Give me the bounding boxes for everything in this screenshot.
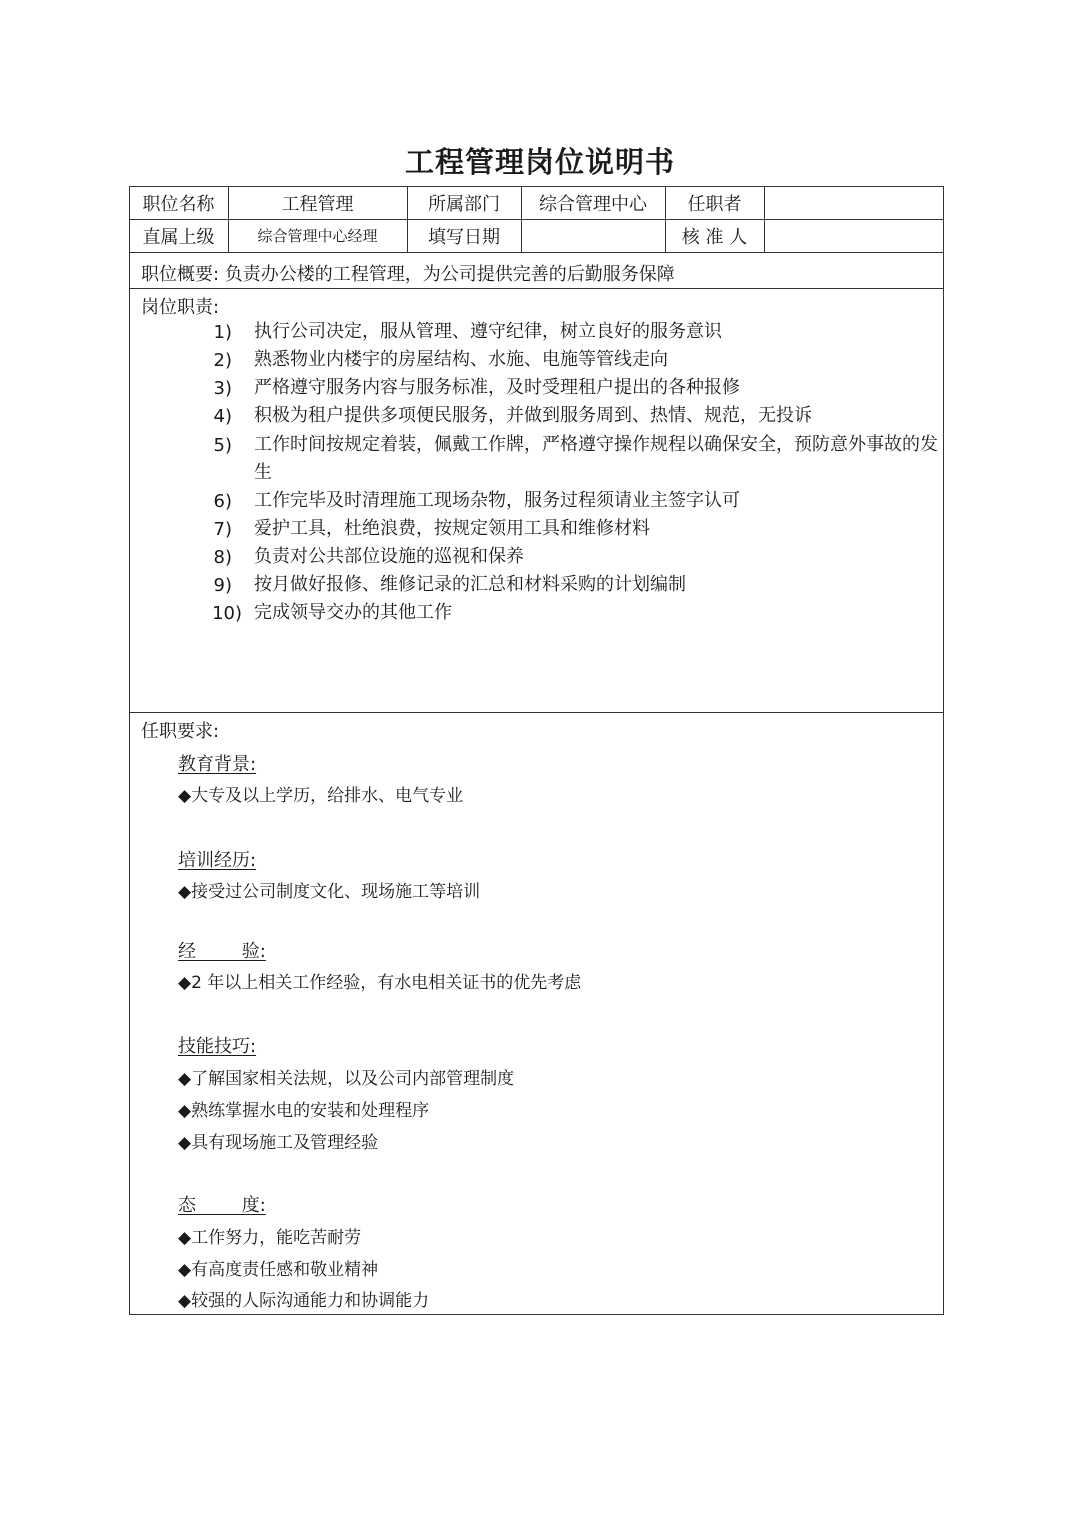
- skills-item: ◆具有现场施工及管理经验: [178, 1133, 379, 1153]
- training-item: ◆接受过公司制度文化、现场施工等培训: [178, 882, 481, 902]
- duty-number: 4): [213, 406, 232, 427]
- experience-heading: 经 验:: [178, 941, 266, 962]
- position-value: 工程管理: [281, 193, 354, 215]
- duties-heading: 岗位职责:: [141, 297, 220, 318]
- job-summary: 职位概要: 负责办公楼的工程管理，为公司提供完善的后勤服务保障: [141, 264, 675, 285]
- duty-number: 6): [213, 491, 232, 512]
- duty-item: 工作时间按规定着装，佩戴工作牌，严格遵守操作规程以确保安全，预防意外事故的发生: [254, 434, 938, 483]
- duty-item: 积极为租户提供多项便民服务，并做到服务周到、热情、规范，无投诉: [254, 405, 812, 426]
- duty-number: 5): [213, 435, 232, 456]
- training-heading: 培训经历:: [178, 850, 257, 871]
- duty-number: 9): [213, 575, 232, 596]
- duty-number: 1): [213, 322, 232, 343]
- position-label: 职位名称: [142, 193, 215, 215]
- skills-heading: 技能技巧:: [178, 1036, 257, 1057]
- education-heading: 教育背景:: [178, 754, 257, 775]
- skills-item: ◆熟练掌握水电的安装和处理程序: [178, 1101, 430, 1121]
- row-divider: [129, 252, 944, 253]
- education-item: ◆大专及以上学历，给排水、电气专业: [178, 786, 464, 806]
- attitude-item: ◆较强的人际沟通能力和协调能力: [178, 1291, 430, 1311]
- dept-value: 综合管理中心: [539, 193, 647, 215]
- approver-label: 核 准 人: [681, 226, 748, 248]
- requirements-heading: 任职要求:: [141, 721, 220, 742]
- duty-item: 熟悉物业内楼宇的房屋结构、水施、电施等管线走向: [254, 349, 668, 370]
- duty-item: 执行公司决定，服从管理、遵守纪律，树立良好的服务意识: [254, 321, 722, 342]
- superior-label: 直属上级: [142, 226, 215, 248]
- date-label: 填写日期: [428, 226, 500, 248]
- row-divider: [129, 712, 944, 713]
- duty-number: 8): [213, 547, 232, 568]
- attitude-heading: 态 度:: [178, 1195, 266, 1216]
- dept-label: 所属部门: [428, 193, 500, 215]
- duty-number: 3): [213, 378, 232, 399]
- duty-item: 完成领导交办的其他工作: [254, 602, 452, 623]
- skills-item: ◆了解国家相关法规，以及公司内部管理制度: [178, 1069, 515, 1089]
- approver-value: [764, 219, 944, 252]
- duty-item: 爱护工具，杜绝浪费，按规定领用工具和维修材料: [254, 518, 650, 539]
- duty-number: 10): [212, 603, 242, 624]
- duty-item: 工作完毕及时清理施工现场杂物，服务过程须请业主签字认可: [254, 490, 740, 511]
- attitude-item: ◆工作努力，能吃苦耐劳: [178, 1228, 362, 1248]
- date-value: [521, 219, 665, 252]
- duty-item: 负责对公共部位设施的巡视和保养: [254, 546, 524, 567]
- superior-value: 综合管理中心经理: [257, 227, 378, 245]
- holder-label: 任职者: [687, 193, 742, 215]
- holder-value: [764, 186, 944, 219]
- document-title: 工程管理岗位说明书: [404, 145, 675, 179]
- duty-item: 严格遵守服务内容与服务标准，及时受理租户提出的各种报修: [254, 377, 740, 398]
- duty-item: 按月做好报修、维修记录的汇总和材料采购的计划编制: [254, 574, 686, 595]
- experience-item: ◆2 年以上相关工作经验，有水电相关证书的优先考虑: [178, 973, 582, 993]
- row-divider: [129, 288, 944, 289]
- duty-number: 2): [213, 350, 232, 371]
- duty-number: 7): [213, 519, 232, 540]
- attitude-item: ◆有高度责任感和敬业精神: [178, 1260, 379, 1280]
